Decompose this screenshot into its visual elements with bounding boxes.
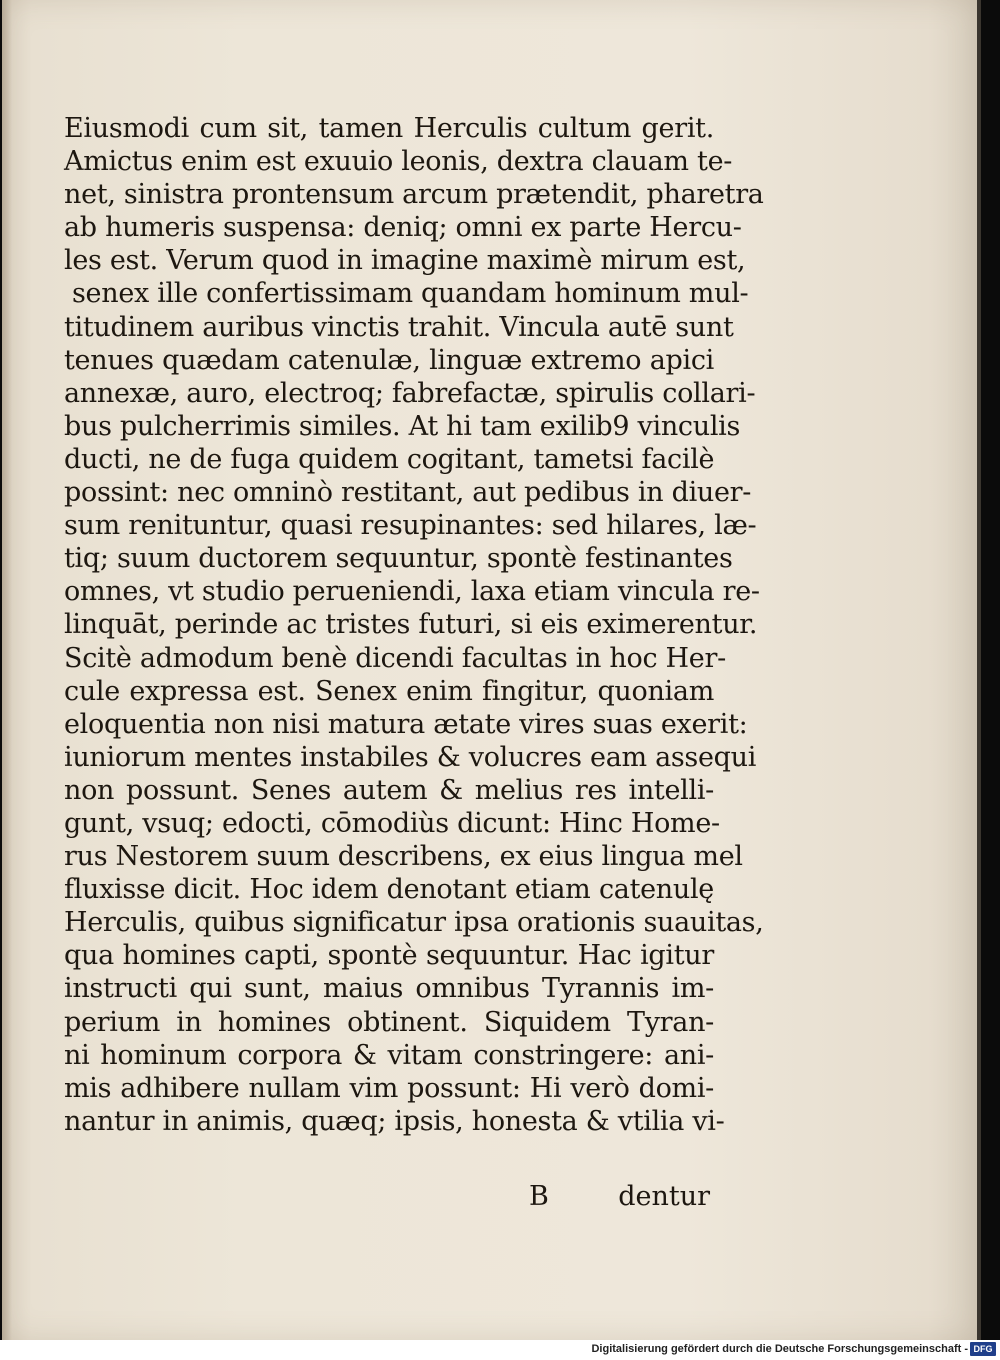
text-line: instructi qui sunt, maius omnibus Tyrannis im-: [64, 973, 714, 1005]
dfg-logo: DFG: [970, 1342, 996, 1356]
text-line: Eiusmodi cum sit, tamen Herculis cultum gerit.: [64, 113, 714, 144]
text-line: eloquentia non nisi matura ætate vires suas exerit:: [64, 708, 748, 740]
text-line: rus Nestorem suum describens, ex eius lingua mel: [64, 841, 743, 873]
page-foot-marks: [64, 1181, 710, 1215]
text-line: les est. Verum quod in imagine maximè mirum est,: [64, 245, 746, 277]
funding-credit: Digitalisierung gefördert durch die Deutsche Forschungsgemeinschaft -: [591, 1343, 968, 1355]
text-line: linquāt, perinde ac tristes futuri, si eis eximerentur.: [64, 609, 758, 641]
body-text: [64, 112, 764, 1138]
text-line: ni hominum corpora & vitam constringere: ani-: [64, 1039, 714, 1071]
catchword: dentur: [618, 1181, 710, 1212]
text-line: qua homines capti, spontè sequuntur. Hac igitur: [64, 940, 714, 972]
signature-mark: B: [529, 1181, 549, 1212]
text-line: Amictus enim est exuuio leonis, dextra clauam te-: [64, 146, 733, 178]
text-line: cule expressa est. Senex enim fingitur, quoniam: [64, 675, 714, 707]
text-line: possint: nec omninò restitant, aut pedibus in diuer-: [64, 477, 752, 509]
text-line: Herculis, quibus significatur ipsa orationis suauitas,: [64, 907, 764, 939]
text-line: iuniorum mentes instabiles & volucres eam assequi: [64, 741, 757, 773]
text-line: senex ille confertissimam quandam hominum mul-: [72, 278, 749, 310]
text-line: net, sinistra prontensum arcum prætendit, pharetra: [64, 179, 764, 211]
text-line: non possunt. Senes autem & melius res intelli-: [64, 774, 714, 806]
text-line: ducti, ne de fuga quidem cogitant, tametsi facilè: [64, 443, 715, 475]
text-line: annexæ, auro, electroq; fabrefactæ, spirulis collari-: [64, 377, 756, 409]
text-line: nantur in animis, quæq; ipsis, honesta & vtilia vi-: [64, 1105, 725, 1137]
digitization-footer: [0, 1340, 1000, 1360]
text-line: gunt, vsuq; edocti, cōmodiùs dicunt: Hinc Home-: [64, 807, 720, 839]
book-page: [2, 0, 977, 1340]
text-line: omnes, vt studio perueniendi, laxa etiam vincula re-: [64, 576, 760, 608]
text-line: perium in homines obtinent. Siquidem Tyran-: [64, 1006, 714, 1038]
text-line: Scitè admodum benè dicendi facultas in hoc Her-: [64, 642, 726, 674]
text-line: mis adhibere nullam vim possunt: Hi verò domi-: [64, 1072, 714, 1104]
text-line: tiq; suum ductorem sequuntur, spontè festinantes: [64, 543, 733, 575]
text-line: sum renituntur, quasi resupinantes: sed hilares, læ-: [64, 510, 757, 542]
text-line: tenues quædam catenulæ, linguæ extremo apici: [64, 344, 714, 376]
text-line: bus pulcherrimis similes. At hi tam exilib9 vinculis: [64, 410, 741, 442]
text-line: ab humeris suspensa: deniq; omni ex parte Hercu-: [64, 212, 742, 244]
text-line: titudinem auribus vinctis trahit. Vincula autē sunt: [64, 311, 734, 343]
text-line: fluxisse dicit. Hoc idem denotant etiam catenulę: [64, 874, 714, 906]
page-edge-shadow: [977, 0, 981, 1340]
